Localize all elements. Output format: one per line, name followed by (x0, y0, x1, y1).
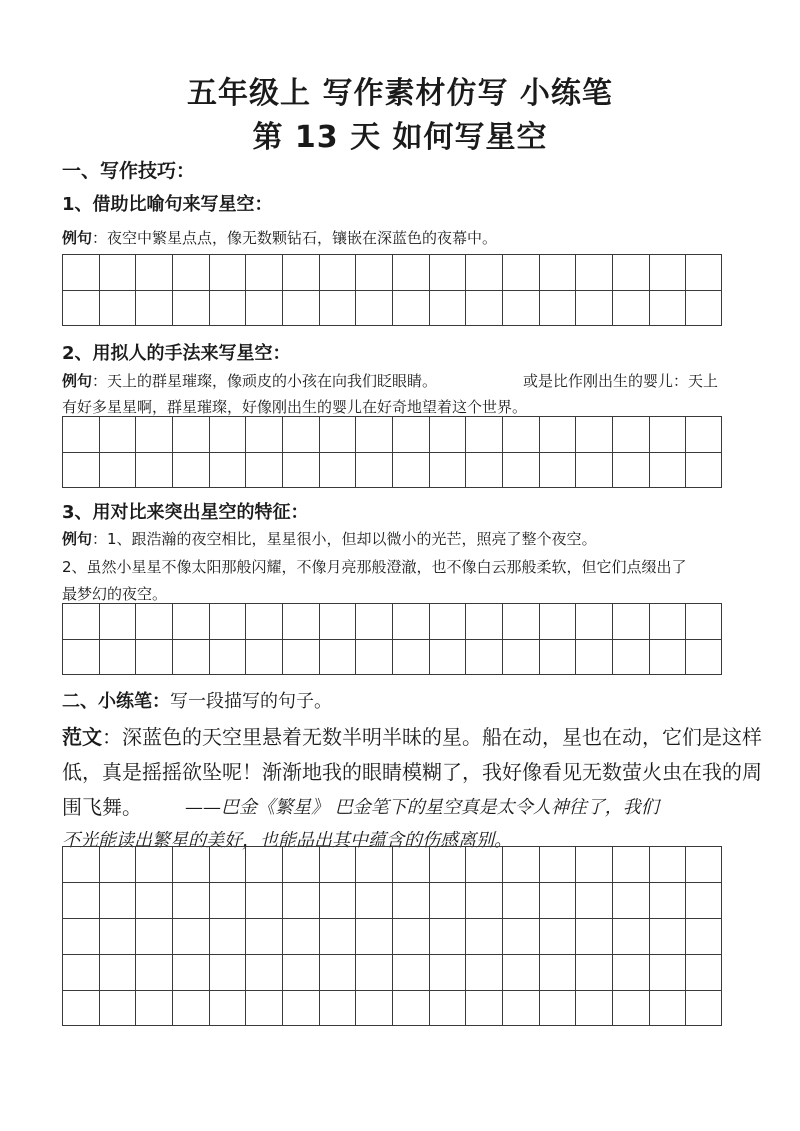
grid-cell[interactable] (539, 452, 576, 488)
grid-cell[interactable] (612, 918, 649, 954)
tip2-example-text-a: ：天上的群星璀璨，像顽皮的小孩在向我们眨眼睛。 (92, 372, 438, 390)
grid-cell[interactable] (539, 254, 576, 290)
grid-cell[interactable] (575, 990, 612, 1026)
grid-cell[interactable] (245, 639, 282, 675)
grid-cell[interactable] (282, 290, 319, 326)
grid-row (62, 846, 722, 882)
grid-cell[interactable] (685, 846, 722, 882)
grid-cell[interactable] (429, 846, 466, 882)
grid-cell[interactable] (685, 416, 722, 452)
grid-cell[interactable] (62, 954, 99, 990)
grid-cell[interactable] (319, 290, 356, 326)
writing-grid-2[interactable] (62, 416, 722, 490)
grid-cell[interactable] (209, 416, 246, 452)
grid-cell[interactable] (685, 639, 722, 675)
grid-cell[interactable] (465, 290, 502, 326)
grid-cell[interactable] (319, 639, 356, 675)
grid-cell[interactable] (465, 954, 502, 990)
grid-cell[interactable] (539, 846, 576, 882)
grid-cell[interactable] (62, 254, 99, 290)
grid-row (62, 918, 722, 954)
grid-cell[interactable] (502, 846, 539, 882)
grid-cell[interactable] (319, 254, 356, 290)
grid-row (62, 254, 722, 290)
grid-cell[interactable] (172, 990, 209, 1026)
grid-cell[interactable] (465, 882, 502, 918)
grid-cell[interactable] (282, 603, 319, 639)
grid-cell[interactable] (575, 416, 612, 452)
grid-cell[interactable] (685, 954, 722, 990)
grid-cell[interactable] (209, 846, 246, 882)
grid-cell[interactable] (612, 639, 649, 675)
grid-row (62, 416, 722, 452)
grid-cell[interactable] (355, 918, 392, 954)
grid-cell[interactable] (465, 416, 502, 452)
grid-cell[interactable] (575, 603, 612, 639)
grid-cell[interactable] (99, 639, 136, 675)
tip3-example-text3: 最梦幻的夜空。 (62, 585, 168, 603)
tip3-example-text2: 2、虽然小星星不像太阳那般闪耀，不像月亮那般澄澈，也不像白云那般柔软，但它们点缀出了 (62, 558, 687, 576)
grid-cell[interactable] (502, 452, 539, 488)
grid-cell[interactable] (392, 639, 429, 675)
grid-row (62, 603, 722, 639)
grid-cell[interactable] (172, 603, 209, 639)
writing-grid-4[interactable] (62, 846, 722, 1028)
grid-cell[interactable] (245, 954, 282, 990)
grid-cell[interactable] (575, 452, 612, 488)
grid-cell[interactable] (62, 882, 99, 918)
grid-cell[interactable] (429, 882, 466, 918)
grid-cell[interactable] (62, 990, 99, 1026)
section1-heading: 一、写作技巧： (62, 160, 196, 182)
grid-cell[interactable] (355, 639, 392, 675)
tip3-heading: 3、用对比来突出星空的特征： (62, 502, 309, 523)
model-essay-line4: 不光能读出繁星的美好，也能品出其中蕴含的伤感离别。 (62, 830, 512, 851)
grid-cell[interactable] (612, 290, 649, 326)
grid-cell[interactable] (465, 254, 502, 290)
grid-cell[interactable] (209, 254, 246, 290)
grid-cell[interactable] (245, 846, 282, 882)
grid-cell[interactable] (209, 918, 246, 954)
grid-cell[interactable] (539, 954, 576, 990)
grid-cell[interactable] (282, 639, 319, 675)
grid-cell[interactable] (319, 990, 356, 1026)
grid-cell[interactable] (209, 290, 246, 326)
grid-cell[interactable] (62, 603, 99, 639)
grid-cell[interactable] (539, 290, 576, 326)
grid-cell[interactable] (539, 882, 576, 918)
grid-cell[interactable] (135, 290, 172, 326)
grid-cell[interactable] (319, 603, 356, 639)
grid-cell[interactable] (465, 603, 502, 639)
grid-cell[interactable] (245, 452, 282, 488)
grid-cell[interactable] (319, 954, 356, 990)
grid-cell[interactable] (245, 918, 282, 954)
grid-cell[interactable] (685, 290, 722, 326)
grid-cell[interactable] (99, 954, 136, 990)
tip2-example-text-b: 或是比作刚出生的婴儿：天上 (523, 372, 719, 390)
grid-cell[interactable] (282, 254, 319, 290)
grid-cell[interactable] (355, 882, 392, 918)
grid-cell[interactable] (62, 290, 99, 326)
grid-cell[interactable] (465, 639, 502, 675)
grid-cell[interactable] (429, 990, 466, 1026)
grid-cell[interactable] (99, 254, 136, 290)
tip2-heading: 2、用拟人的手法来写星空： (62, 343, 291, 364)
grid-cell[interactable] (172, 846, 209, 882)
grid-cell[interactable] (685, 452, 722, 488)
grid-cell[interactable] (319, 452, 356, 488)
grid-cell[interactable] (172, 416, 209, 452)
grid-row (62, 639, 722, 675)
grid-cell[interactable] (135, 990, 172, 1026)
grid-cell[interactable] (392, 290, 429, 326)
grid-cell[interactable] (575, 290, 612, 326)
grid-cell[interactable] (135, 882, 172, 918)
grid-cell[interactable] (502, 603, 539, 639)
grid-cell[interactable] (99, 603, 136, 639)
grid-cell[interactable] (429, 954, 466, 990)
grid-cell[interactable] (612, 452, 649, 488)
grid-cell[interactable] (62, 918, 99, 954)
grid-cell[interactable] (319, 416, 356, 452)
grid-cell[interactable] (649, 990, 686, 1026)
model-essay-label: 范文 (62, 725, 102, 749)
grid-cell[interactable] (99, 290, 136, 326)
grid-cell[interactable] (172, 452, 209, 488)
grid-cell[interactable] (392, 918, 429, 954)
grid-cell[interactable] (612, 603, 649, 639)
section2-heading-line (62, 687, 332, 713)
grid-cell[interactable] (612, 882, 649, 918)
tip2-example-label: 例句 (62, 372, 93, 390)
grid-cell[interactable] (62, 846, 99, 882)
grid-cell[interactable] (99, 452, 136, 488)
grid-cell[interactable] (539, 990, 576, 1026)
grid-cell[interactable] (319, 846, 356, 882)
grid-cell[interactable] (62, 416, 99, 452)
grid-cell[interactable] (209, 452, 246, 488)
grid-cell[interactable] (355, 954, 392, 990)
grid-cell[interactable] (649, 254, 686, 290)
grid-cell[interactable] (685, 990, 722, 1026)
grid-row (62, 290, 722, 326)
grid-cell[interactable] (502, 954, 539, 990)
grid-cell[interactable] (209, 603, 246, 639)
grid-cell[interactable] (392, 846, 429, 882)
grid-cell[interactable] (685, 918, 722, 954)
grid-cell[interactable] (392, 603, 429, 639)
grid-cell[interactable] (649, 290, 686, 326)
grid-cell[interactable] (465, 990, 502, 1026)
grid-cell[interactable] (685, 254, 722, 290)
grid-cell[interactable] (172, 254, 209, 290)
tip3-example-label: 例句 (62, 530, 93, 548)
grid-cell[interactable] (575, 846, 612, 882)
grid-cell[interactable] (465, 918, 502, 954)
grid-cell[interactable] (245, 254, 282, 290)
grid-cell[interactable] (392, 416, 429, 452)
model-essay-text1: ：深蓝色的天空里悬着无数半明半昧的星。船在动，星也在动，它们是这样 (102, 725, 762, 749)
tip2-example (62, 370, 437, 391)
grid-cell[interactable] (539, 918, 576, 954)
grid-cell[interactable] (62, 639, 99, 675)
grid-cell[interactable] (392, 954, 429, 990)
grid-cell[interactable] (612, 416, 649, 452)
grid-cell[interactable] (172, 954, 209, 990)
grid-cell[interactable] (502, 254, 539, 290)
writing-grid-3[interactable] (62, 603, 722, 677)
grid-cell[interactable] (429, 416, 466, 452)
grid-cell[interactable] (282, 452, 319, 488)
grid-cell[interactable] (429, 452, 466, 488)
grid-cell[interactable] (282, 846, 319, 882)
grid-cell[interactable] (135, 416, 172, 452)
grid-cell[interactable] (392, 882, 429, 918)
grid-cell[interactable] (429, 290, 466, 326)
grid-cell[interactable] (282, 416, 319, 452)
grid-cell[interactable] (245, 603, 282, 639)
grid-cell[interactable] (502, 990, 539, 1026)
grid-cell[interactable] (575, 954, 612, 990)
grid-cell[interactable] (649, 846, 686, 882)
grid-cell[interactable] (539, 416, 576, 452)
grid-cell[interactable] (685, 882, 722, 918)
grid-cell[interactable] (282, 882, 319, 918)
grid-cell[interactable] (355, 254, 392, 290)
grid-cell[interactable] (62, 452, 99, 488)
grid-cell[interactable] (502, 416, 539, 452)
grid-cell[interactable] (172, 882, 209, 918)
grid-row (62, 882, 722, 918)
model-essay-line1 (62, 721, 762, 750)
grid-cell[interactable] (99, 918, 136, 954)
grid-cell[interactable] (575, 254, 612, 290)
tip1-heading: 1、借助比喻句来写星空： (62, 194, 273, 215)
grid-cell[interactable] (99, 846, 136, 882)
grid-cell[interactable] (612, 254, 649, 290)
grid-cell[interactable] (429, 639, 466, 675)
grid-cell[interactable] (685, 603, 722, 639)
grid-cell[interactable] (649, 452, 686, 488)
grid-cell[interactable] (502, 882, 539, 918)
grid-cell[interactable] (539, 603, 576, 639)
grid-cell[interactable] (135, 639, 172, 675)
grid-cell[interactable] (392, 452, 429, 488)
grid-cell[interactable] (465, 846, 502, 882)
tip1-example-text: ：夜空中繁星点点，像无数颗钻石，镶嵌在深蓝色的夜幕中。 (92, 229, 498, 247)
grid-cell[interactable] (209, 639, 246, 675)
grid-cell[interactable] (135, 452, 172, 488)
grid-cell[interactable] (575, 882, 612, 918)
grid-cell[interactable] (355, 416, 392, 452)
grid-cell[interactable] (502, 918, 539, 954)
grid-cell[interactable] (355, 603, 392, 639)
grid-cell[interactable] (99, 990, 136, 1026)
grid-cell[interactable] (135, 846, 172, 882)
grid-cell[interactable] (209, 990, 246, 1026)
grid-cell[interactable] (429, 603, 466, 639)
grid-cell[interactable] (392, 990, 429, 1026)
grid-cell[interactable] (245, 990, 282, 1026)
tip2-example-line2: 有好多星星啊，群星璀璨，好像刚出生的婴儿在好奇地望着这个世界。 (62, 398, 528, 416)
grid-cell[interactable] (135, 603, 172, 639)
grid-cell[interactable] (99, 882, 136, 918)
grid-cell[interactable] (355, 846, 392, 882)
grid-cell[interactable] (209, 954, 246, 990)
grid-cell[interactable] (172, 290, 209, 326)
grid-cell[interactable] (612, 990, 649, 1026)
grid-row (62, 452, 722, 488)
grid-cell[interactable] (319, 882, 356, 918)
grid-cell[interactable] (575, 639, 612, 675)
grid-cell[interactable] (392, 254, 429, 290)
page-subtitle: 第 13 天 如何写星空 (252, 120, 548, 155)
model-essay-line3a: 围飞舞。 (62, 795, 142, 819)
grid-cell[interactable] (319, 918, 356, 954)
grid-cell[interactable] (282, 990, 319, 1026)
grid-cell[interactable] (612, 954, 649, 990)
grid-cell[interactable] (355, 452, 392, 488)
grid-cell[interactable] (575, 918, 612, 954)
model-essay-line3b: ——巴金《繁星》 巴金笔下的星空真是太令人神往了，我们 (185, 797, 659, 818)
grid-cell[interactable] (135, 254, 172, 290)
grid-cell[interactable] (245, 882, 282, 918)
grid-cell[interactable] (245, 416, 282, 452)
grid-cell[interactable] (172, 918, 209, 954)
grid-cell[interactable] (282, 918, 319, 954)
grid-cell[interactable] (355, 990, 392, 1026)
grid-cell[interactable] (539, 639, 576, 675)
grid-cell[interactable] (135, 918, 172, 954)
grid-row (62, 990, 722, 1026)
section2-heading: 二、小练笔： (62, 691, 170, 712)
grid-cell[interactable] (209, 882, 246, 918)
tip1-example-label: 例句 (62, 229, 93, 247)
grid-cell[interactable] (99, 416, 136, 452)
grid-cell[interactable] (429, 254, 466, 290)
grid-cell[interactable] (502, 639, 539, 675)
grid-cell[interactable] (649, 416, 686, 452)
grid-cell[interactable] (502, 290, 539, 326)
grid-cell[interactable] (429, 918, 466, 954)
grid-row (62, 954, 722, 990)
grid-cell[interactable] (649, 882, 686, 918)
grid-cell[interactable] (649, 639, 686, 675)
tip3-example-text1: ：1、跟浩瀚的夜空相比，星星很小，但却以微小的光芒，照亮了整个夜空。 (92, 530, 597, 548)
section2-heading-text: 写一段描写的句子。 (170, 691, 332, 712)
grid-cell[interactable] (135, 954, 172, 990)
tip1-example (62, 227, 497, 248)
grid-cell[interactable] (649, 603, 686, 639)
grid-cell[interactable] (245, 290, 282, 326)
model-essay-line2: 低，真是摇摇欲坠呢！渐渐地我的眼睛模糊了，我好像看见无数萤火虫在我的周 (62, 760, 762, 784)
grid-cell[interactable] (649, 954, 686, 990)
grid-cell[interactable] (355, 290, 392, 326)
grid-cell[interactable] (649, 918, 686, 954)
page-title: 五年级上 写作素材仿写 小练笔 (187, 76, 613, 111)
tip3-example (62, 528, 597, 549)
writing-grid-1[interactable] (62, 254, 722, 328)
grid-cell[interactable] (172, 639, 209, 675)
grid-cell[interactable] (465, 452, 502, 488)
grid-cell[interactable] (612, 846, 649, 882)
grid-cell[interactable] (282, 954, 319, 990)
